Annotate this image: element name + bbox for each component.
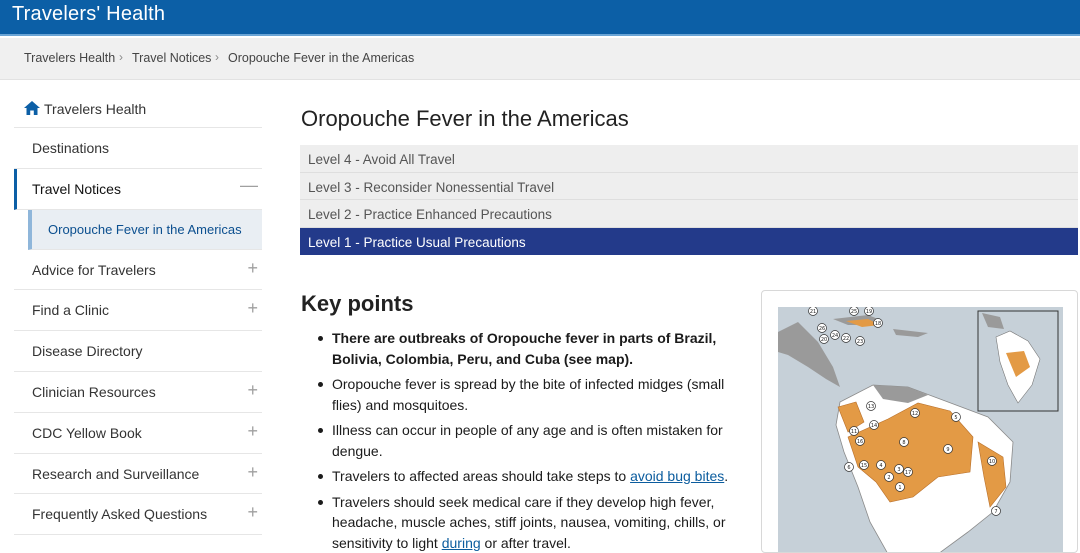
sidebar-item-label: Disease Directory [32,343,143,360]
map-marker-label: 8 [902,440,906,447]
map-marker-label: 11 [850,429,858,436]
map-marker-label: 16 [856,439,864,446]
expand-icon[interactable]: + [247,298,258,319]
sidebar-item-travel-notices[interactable] [14,169,262,210]
level-1-active: Level 1 - Practice Usual Precautions [300,228,1078,256]
map-marker-label: 22 [842,336,850,343]
key-point-text: or after travel. [480,534,571,551]
map-marker-label: 26 [818,326,826,333]
map-marker-label: 18 [874,321,882,328]
key-point-text: . [724,468,729,484]
list-item [314,466,746,487]
breadcrumb-current-page: Oropouche Fever in the Americas [228,51,415,65]
travel-notice-levels [300,145,1078,255]
map-marker-label: 15 [860,463,868,470]
map-marker-label: 9 [946,447,950,454]
key-point-text: Travelers to affected areas should take steps to [332,468,631,484]
page-title: Oropouche Fever in the Americas [301,106,629,131]
list-item [314,328,746,369]
sidebar-item-advice-for-travelers[interactable] [14,250,262,291]
map-marker-label: 3 [897,467,901,474]
sidebar-item-home[interactable] [14,88,262,128]
level-2: Level 2 - Practice Enhanced Precautions [300,200,1078,228]
map-marker-label: 24 [831,333,839,340]
sidebar-item-label: Travelers Health [44,101,147,117]
sidebar-item-label: Travel Notices [32,180,121,197]
breadcrumb [0,38,1080,80]
map-marker-label: 13 [867,404,875,411]
sidebar-subitem-label: Oropouche Fever in the Americas [48,221,242,237]
sidebar-subitem-oropouche[interactable] [28,210,262,250]
breadcrumb-travel-notices[interactable]: Travel Notices [132,51,212,65]
sidebar-item-disease-directory[interactable] [14,331,262,372]
sidebar-item-find-a-clinic[interactable] [14,290,262,331]
expand-icon[interactable]: + [247,257,258,278]
collapse-icon[interactable]: — [240,174,258,195]
breadcrumb-travelers-health[interactable]: Travelers Health [24,51,116,65]
sidebar-item-label: Advice for Travelers [32,261,156,278]
map-marker-label: 19 [865,309,873,316]
outbreak-map-graphic [778,307,1063,553]
map-marker-label: 25 [850,309,858,316]
site-title[interactable]: Travelers' Health [12,3,166,25]
breadcrumb-separator: › [215,50,219,64]
map-marker-label: 1 [898,485,902,492]
list-item [314,420,746,461]
map-marker-label: 10 [988,459,996,466]
map-marker-label: 7 [994,509,998,516]
key-point-text: Oropouche fever is spread by the bite of infected midges (small flies) and mosquitoes. [332,376,725,413]
map-marker-label: 20 [820,337,828,344]
key-point-text: There are outbreaks of Oropouche fever in parts of Brazil, Bolivia, Colombia, Peru, and Cuba (see map). [332,330,717,367]
map-marker-label: 14 [870,423,878,430]
expand-icon[interactable]: + [247,461,258,482]
key-point-text: Travelers should seek medical care if they develop high fever, headache, muscle aches, stiff joints, nausea, vomiting, chills, or sensitivity to light [332,493,726,551]
sidebar-item-label: Frequently Asked Questions [32,506,208,523]
key-points-list [314,328,746,553]
map-marker-label: 23 [856,339,864,346]
sidebar-item-clinician-resources[interactable] [14,372,262,413]
expand-icon[interactable]: + [247,420,258,441]
map-marker-label: 5 [954,415,958,422]
map-marker-label: 21 [809,309,817,316]
level-3: Level 3 - Reconsider Nonessential Travel [300,173,1078,201]
expand-icon[interactable]: + [247,502,258,523]
sidebar-item-label: CDC Yellow Book [32,424,142,441]
site-header [0,0,1080,36]
home-icon [24,101,40,115]
expand-icon[interactable]: + [247,379,258,400]
sidebar-item-faq[interactable] [14,494,262,535]
outbreak-map[interactable] [761,290,1078,553]
avoid-bug-bites-link[interactable]: avoid bug bites [630,468,725,484]
sidebar-item-research-and-surveillance[interactable] [14,454,262,495]
map-marker-label: 12 [911,411,919,418]
list-item [314,374,746,415]
sidebar-item-label: Research and Surveillance [32,465,200,482]
map-marker-label: 4 [879,463,883,470]
map-marker-label: 17 [904,470,912,477]
sidebar-item-cdc-yellow-book[interactable] [14,413,262,454]
key-point-text: Illness can occur in people of any age and is often mistaken for dengue. [332,422,723,459]
map-marker-label: 6 [847,465,851,472]
level-4: Level 4 - Avoid All Travel [300,145,1078,173]
sidebar-item-label: Find a Clinic [32,302,110,319]
map-marker-label: 2 [887,475,891,482]
during-travel-link[interactable]: during [441,534,481,551]
breadcrumb-separator: › [119,50,123,64]
sidebar-nav [14,88,262,535]
key-points-heading: Key points [301,291,414,316]
sidebar-item-destinations[interactable] [14,128,262,169]
sidebar-item-label: Clinician Resources [32,383,156,400]
list-item [314,492,746,553]
sidebar-item-label: Destinations [32,140,110,156]
